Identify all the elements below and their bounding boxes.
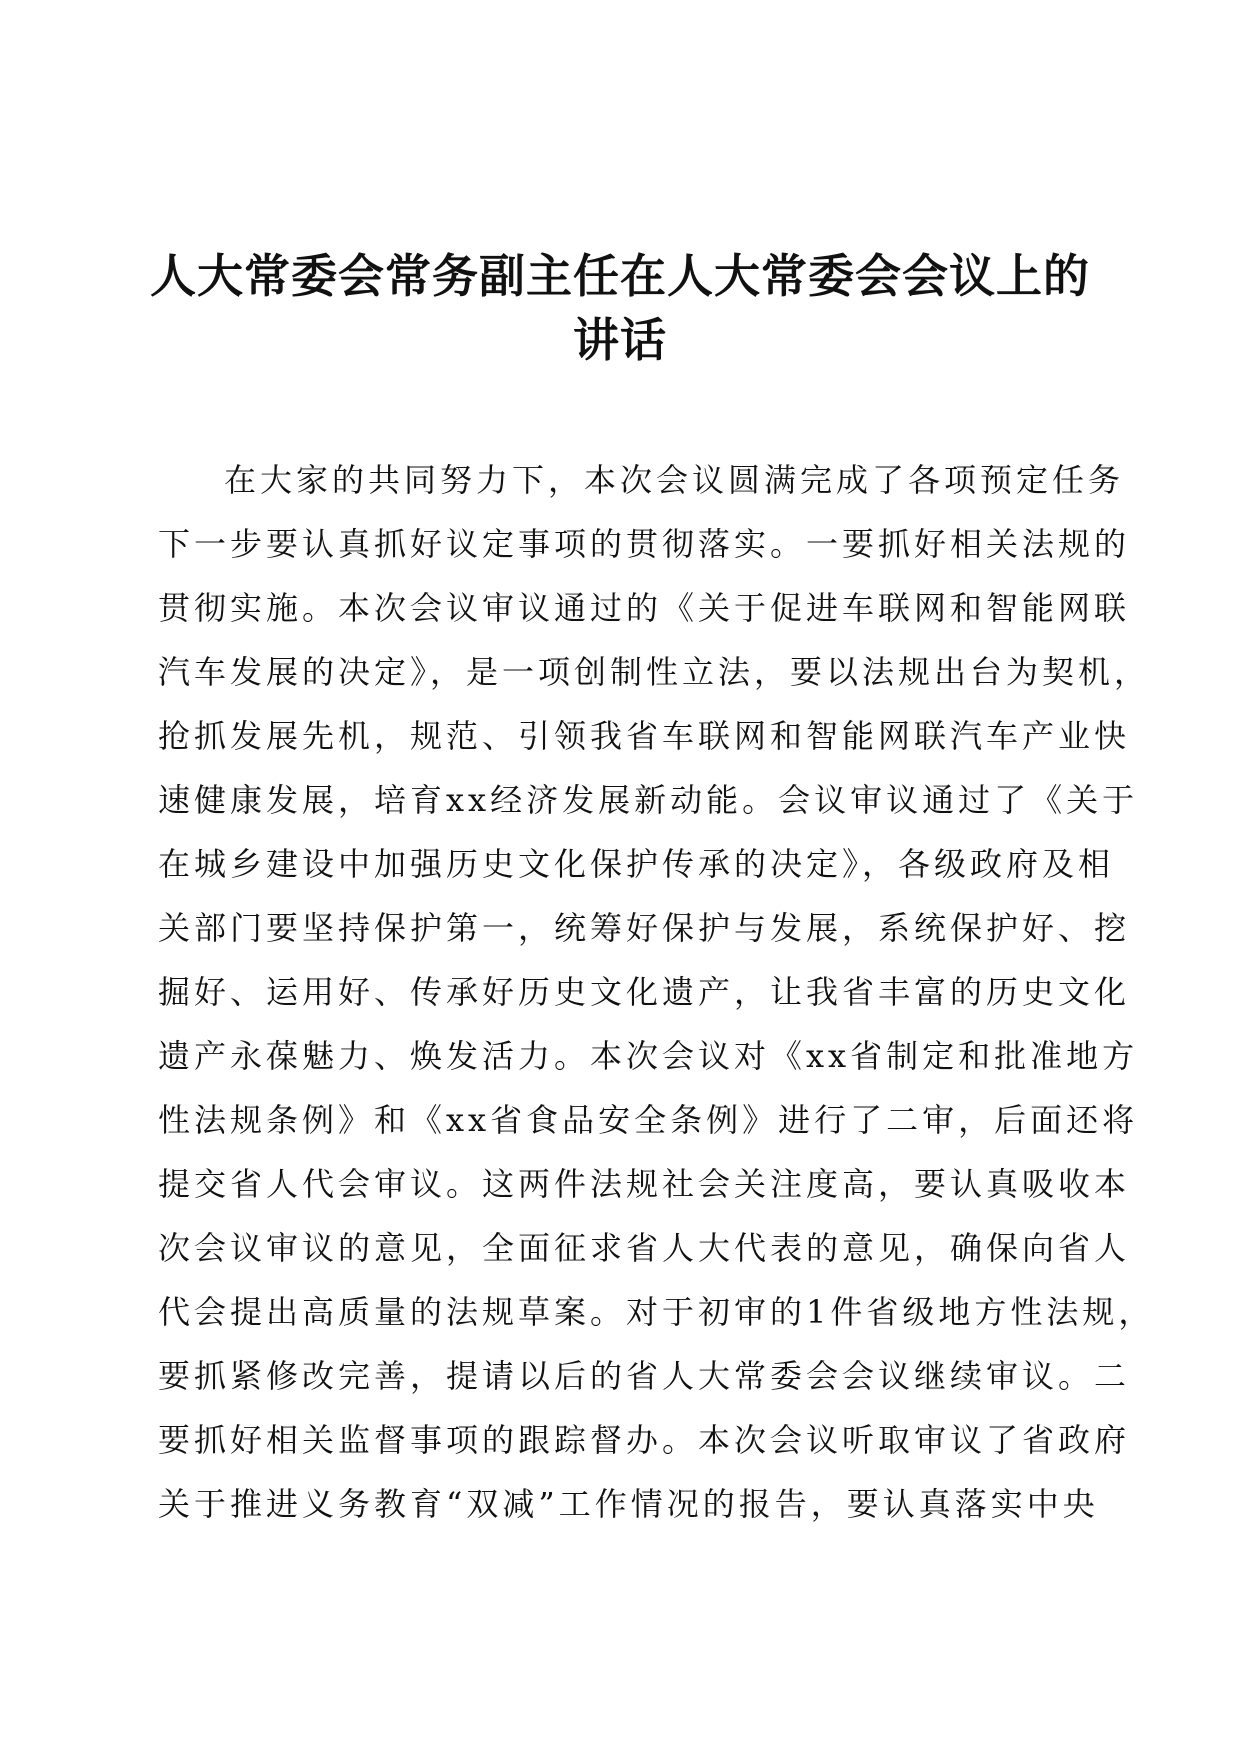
document-body — [158, 448, 1155, 1536]
body-line-4: 汽车发展的决定》，是一项创制性立法，要以法规出台为契机， — [158, 653, 1151, 691]
body-line-3: 贯彻实施。本次会议审议通过的《关于促进车联网和智能网联 — [158, 589, 1131, 627]
document-title — [150, 244, 1090, 372]
body-line-7: 在城乡建设中加强历史文化保护传承的决定》，各级政府及相 — [158, 845, 1115, 883]
title-line-2: 讲话 — [573, 313, 667, 367]
body-line-9: 掘好、运用好、传承好历史文化遗产，让我省丰富的历史文化 — [158, 973, 1131, 1011]
body-line-17: 关于推进义务教育“双减”工作情况的报告，要认真落实中央 — [158, 1485, 1099, 1523]
body-line-14: 代会提出高质量的法规草案。对于初审的1件省级地方性法规， — [158, 1293, 1155, 1331]
body-line-16: 要抓好相关监督事项的跟踪督办。本次会议听取审议了省政府 — [158, 1421, 1131, 1459]
body-line-5: 抢抓发展先机，规范、引领我省车联网和智能网联汽车产业快 — [158, 717, 1131, 755]
body-line-6: 速健康发展，培育xx经济发展新动能。会议审议通过了《关于 — [158, 781, 1139, 819]
body-line-2: 下一步要认真抓好议定事项的贯彻落实。一要抓好相关法规的 — [158, 525, 1131, 563]
body-line-13: 次会议审议的意见，全面征求省人大代表的意见，确保向省人 — [158, 1229, 1131, 1267]
body-line-12: 提交省人代会审议。这两件法规社会关注度高，要认真吸收本 — [158, 1165, 1131, 1203]
body-line-15: 要抓紧修改完善，提请以后的省人大常委会会议继续审议。二 — [158, 1357, 1131, 1395]
title-line-1: 人大常委会常务副主任在人大常委会会议上的 — [150, 249, 1090, 303]
body-line-11: 性法规条例》和《xx省食品安全条例》进行了二审，后面还将 — [158, 1101, 1139, 1139]
body-line-1: 在大家的共同努力下，本次会议圆满完成了各项预定任务 — [224, 461, 1125, 499]
body-line-10: 遗产永葆魅力、焕发活力。本次会议对《xx省制定和批准地方 — [158, 1037, 1139, 1075]
body-line-8: 关部门要坚持保护第一，统筹好保护与发展，系统保护好、挖 — [158, 909, 1131, 947]
